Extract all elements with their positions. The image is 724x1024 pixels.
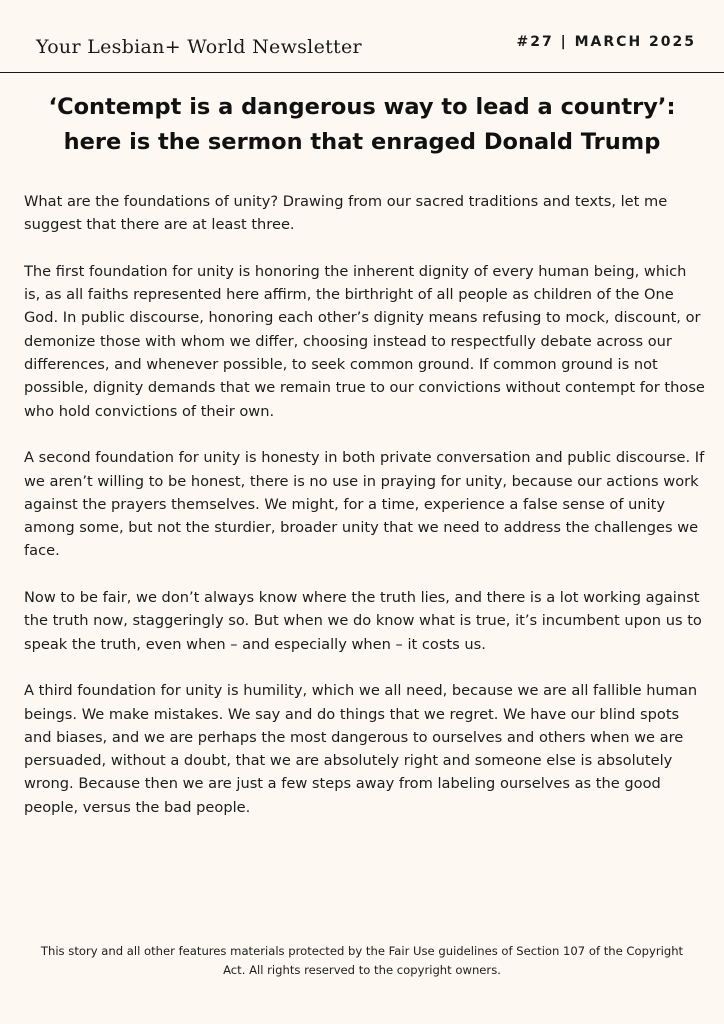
header-divider xyxy=(0,72,724,73)
paragraph: The first foundation for unity is honoring the inherent dignity of every human being, which is, as all faiths represented here affirm, the birthright of all people as children of the One God. In public discourse, honoring each other’s dignity means refusing to mock, discount, or demonize those with whom we differ, choosing instead to respectfully debate across our differences, and whenever possible, to seek common ground. If common ground is not possible, dignity demands that we remain true to our convictions without contempt for those who hold convictions of their own. xyxy=(24,262,705,420)
newsletter-brand: Your Lesbian+ World Newsletter xyxy=(36,36,362,58)
copyright-notice: This story and all other features materials protected by the Fair Use guidelines of Section 107 of the Copyright Act. All rights reserved to the copyright owners. xyxy=(40,944,684,977)
paragraph: What are the foundations of unity? Drawing from our sacred traditions and texts, let me suggest that there are at least three. xyxy=(24,193,668,234)
issue-date: #27 | MARCH 2025 xyxy=(516,34,696,50)
paragraph: A second foundation for unity is honesty in both private conversation and public discourse. If we aren’t willing to be honest, there is no use in praying for unity, because our actions work against the prayers themselves. We might, for a time, experience a false sense of unity among some, but not the sturdier, broader unity that we need to address the challenges we face. xyxy=(24,449,705,560)
article-headline: ‘Contempt is a dangerous way to lead a country’: here is the sermon that enraged Donald Trump xyxy=(48,94,676,155)
paragraph: A third foundation for unity is humility, which we all need, because we are all fallible human beings. We make mistakes. We say and do things that we regret. We have our blind spots and biases, and we are perhaps the most dangerous to ourselves and others when we are persuaded, without a doubt, that we are absolutely right and someone else is absolutely wrong. Because then we are just a few steps away from labeling ourselves as the good people, versus the bad people. xyxy=(24,682,698,816)
masthead xyxy=(0,0,724,74)
paragraph: Now to be fair, we don’t always know where the truth lies, and there is a lot working against the truth now, staggeringly so. But when we do know what is true, it’s incumbent upon us to speak the truth, even when – and especially when – it costs us. xyxy=(24,589,702,653)
article-body xyxy=(24,190,706,842)
